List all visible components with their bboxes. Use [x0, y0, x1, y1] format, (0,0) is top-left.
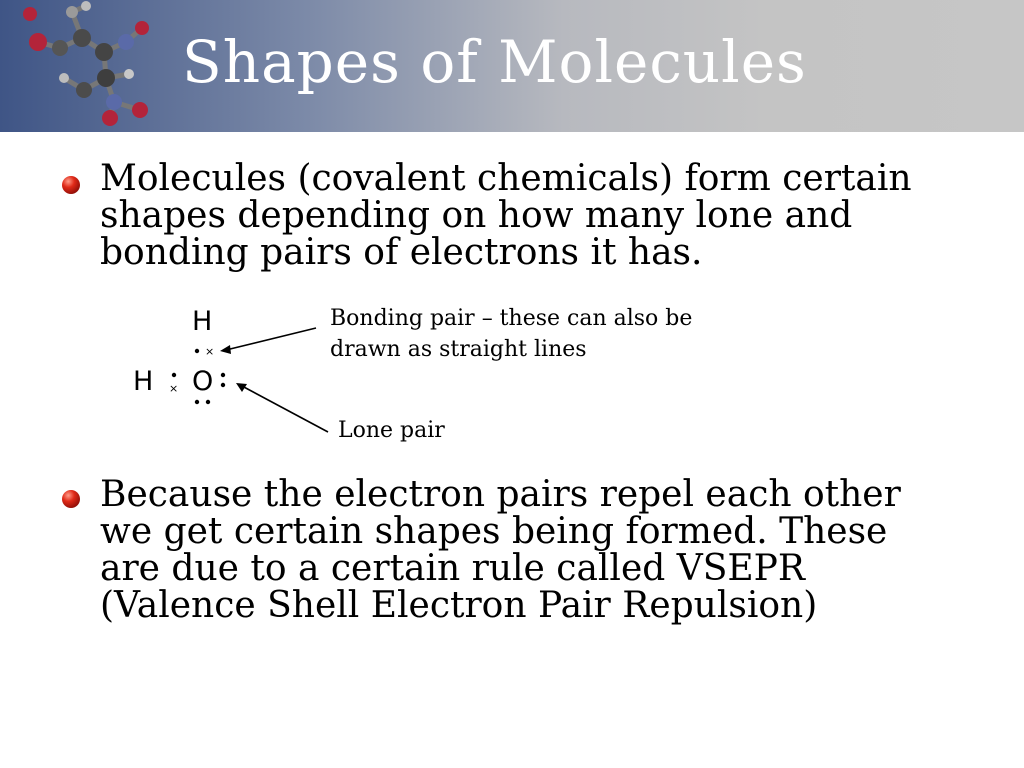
svg-text:×: ×: [205, 345, 215, 358]
bullet-2-line-3: are due to a certain rule called VSEPR: [100, 548, 806, 589]
bullet-1-line-2: shapes depending on how many lone and: [100, 195, 853, 236]
svg-text:×: ×: [169, 382, 179, 395]
lone-pair-label: Lone pair: [338, 418, 445, 443]
slide-title: Shapes of Molecules: [182, 28, 807, 96]
red-sphere-bullet-icon: [62, 490, 80, 508]
hydrogen-atom-top: H: [192, 306, 213, 337]
bullet-2-line-4: (Valence Shell Electron Pair Repulsion): [100, 585, 818, 626]
bullet-2-line-1: Because the electron pairs repel each other: [100, 474, 901, 515]
bullet-text-2: [100, 476, 901, 624]
red-sphere-bullet-icon: [62, 176, 80, 194]
bullet-1-line-1: Molecules (covalent chemicals) form certain: [100, 158, 912, 199]
bonding-pair-label-line-1: Bonding pair – these can also be: [330, 306, 693, 331]
bullet-2-line-2: we get certain shapes being formed. These: [100, 511, 888, 552]
title-banner: [0, 0, 1024, 132]
bonding-pair-label-line-2: drawn as straight lines: [330, 337, 587, 362]
lewis-structure-diagram: [0, 290, 800, 460]
molecule-model-icon: [14, 0, 174, 130]
bonding-pair-label: [330, 303, 692, 365]
bullet-text-1: [100, 160, 912, 271]
bullet-1-line-3: bonding pairs of electrons it has.: [100, 232, 703, 273]
oxygen-atom: O: [192, 366, 214, 397]
hydrogen-atom-left: H: [133, 366, 154, 397]
